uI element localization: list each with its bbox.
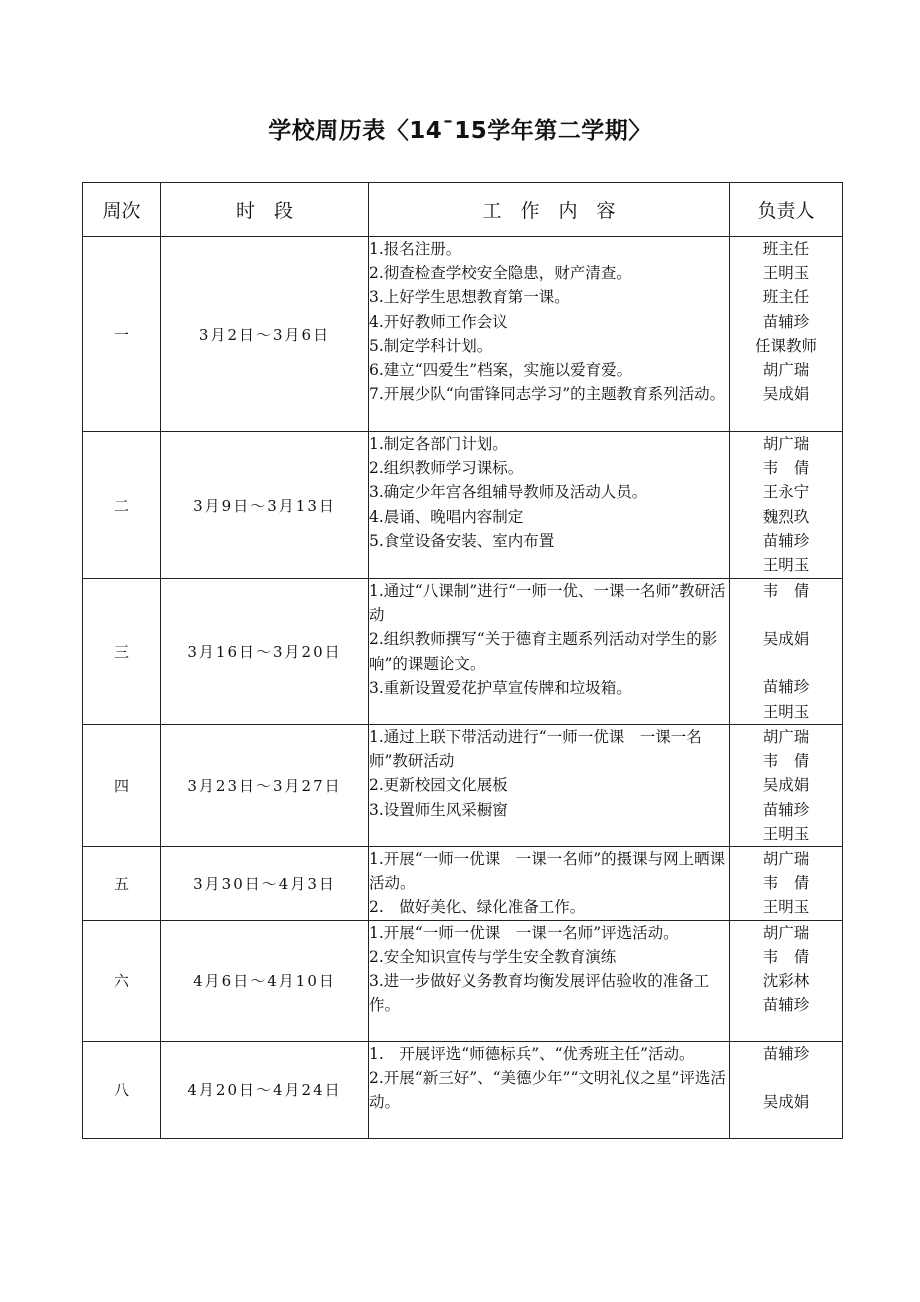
owner-cell: [730, 237, 843, 432]
period-cell: 3月23日～3月27日: [161, 725, 369, 847]
page-title: 学校周历表〈14ˉ15学年第二学期〉: [268, 118, 652, 144]
task-item: 2.组织教师撰写“关于德育主题系列活动对学生的影响”的课题论文。: [369, 630, 718, 673]
header-week: 周次: [83, 183, 161, 237]
owner-cell: [730, 579, 843, 725]
task-item: 1.开展“一师一优课 一课一名师”的摄课与网上晒课活动。: [369, 850, 726, 893]
owner-name: 王永宁: [762, 483, 810, 502]
owner-name: 胡广瑞: [762, 850, 810, 869]
task-item: 4.开好教师工作会议: [369, 312, 508, 331]
task-item: 1. 开展评选“师德标兵”、“优秀班主任”活动。: [369, 1044, 695, 1063]
task-item: 1.开展“一师一优课 一课一名师”评选活动。: [369, 923, 679, 942]
owner-cell: [730, 725, 843, 847]
task-item: 2.更新校园文化展板: [369, 776, 508, 795]
period-cell: 4月6日～4月10日: [161, 920, 369, 1041]
week-cell: 一: [83, 237, 161, 432]
owner-name: 韦 倩: [762, 582, 810, 600]
week-cell: 六: [83, 920, 161, 1041]
table-row: [83, 432, 843, 579]
task-item: 1.通过“八课制”进行“一师一优、一课一名师”教研活动: [369, 582, 726, 625]
task-item: 3.设置师生风采橱窗: [369, 800, 508, 819]
week-cell: 二: [83, 432, 161, 579]
owner-cell: [730, 1041, 843, 1138]
owner-name: 韦 倩: [762, 874, 810, 893]
task-item: 3.进一步做好义务教育均衡发展评估验收的准备工作。: [369, 972, 710, 1015]
owner-name: 韦 倩: [762, 459, 810, 478]
content-cell: [369, 579, 730, 725]
owner-name: 王明玉: [762, 264, 810, 283]
owner-name: 吴成娟: [762, 385, 810, 404]
header-owner: 负责人: [730, 183, 843, 237]
task-item: 7.开展少队“向雷锋同志学习”的主题教育系列活动。: [369, 385, 726, 404]
period-cell: 3月30日～4月3日: [161, 847, 369, 921]
task-item: 3.确定少年宫各组辅导教师及活动人员。: [369, 483, 648, 502]
header-period: 时 段: [161, 183, 369, 237]
task-item: 2. 做好美化、绿化准备工作。: [369, 898, 586, 917]
task-item: 1.报名注册。: [369, 240, 462, 258]
weekly-calendar-table: [82, 182, 843, 1139]
table-row: [83, 847, 843, 921]
owner-name: 任课教师: [754, 336, 817, 355]
task-item: 2.彻查检查学校安全隐患，财产清查。: [369, 264, 632, 283]
task-item: 3.上好学生思想教育第一课。: [369, 288, 570, 307]
owner-name: 苗辅珍: [762, 678, 810, 697]
owner-name: 苗辅珍: [762, 800, 810, 819]
period-cell: 3月2日～3月6日: [161, 237, 369, 432]
header-row: [83, 183, 843, 237]
owner-name: 韦 倩: [762, 947, 810, 966]
owner-name: [730, 603, 842, 627]
owner-name: 吴成娟: [762, 776, 810, 795]
week-cell: 三: [83, 579, 161, 725]
owner-name: 王明玉: [762, 556, 810, 575]
week-cell: 四: [83, 725, 161, 847]
owner-name: 班主任: [762, 240, 810, 258]
owner-name: 胡广瑞: [762, 728, 810, 746]
owner-name: [730, 651, 842, 675]
period-cell: 3月9日～3月13日: [161, 432, 369, 579]
task-item: 2.开展“新三好”、“美德少年”“文明礼仪之星”评选活动。: [369, 1068, 726, 1112]
table-row: [83, 237, 843, 432]
task-item: 2.组织教师学习课标。: [369, 459, 524, 478]
task-item: 6.建立“四爱生”档案，实施以爱育爱。: [369, 361, 633, 380]
owner-name: 韦 倩: [762, 752, 810, 771]
content-cell: [369, 432, 730, 579]
owner-name: 胡广瑞: [762, 923, 810, 942]
task-item: 5.食堂设备安装、室内布置: [369, 531, 555, 550]
task-item: 4.晨诵、晚唱内容制定: [369, 507, 524, 526]
week-cell: 八: [83, 1041, 161, 1138]
owner-name: 王明玉: [762, 824, 810, 843]
task-item: 1.制定各部门计划。: [369, 435, 508, 453]
owner-name: [730, 1066, 842, 1090]
header-content: 工 作 内 容: [369, 183, 730, 237]
owner-name: 沈彩林: [762, 972, 810, 991]
owner-cell: [730, 920, 843, 1041]
content-cell: [369, 920, 730, 1041]
period-cell: 4月20日～4月24日: [161, 1041, 369, 1138]
period-cell: 3月16日～3月20日: [161, 579, 369, 725]
table-row: [83, 1041, 843, 1138]
owner-name: 王明玉: [762, 898, 810, 917]
table-row: [83, 920, 843, 1041]
table-row: [83, 725, 843, 847]
owner-name: 班主任: [762, 288, 810, 307]
table-row: [83, 579, 843, 725]
content-cell: [369, 1041, 730, 1138]
owner-name: 魏烈玖: [762, 507, 810, 526]
owner-name: 胡广瑞: [762, 435, 810, 453]
task-item: 2.安全知识宣传与学生安全教育演练: [369, 947, 617, 966]
content-cell: [369, 237, 730, 432]
week-cell: 五: [83, 847, 161, 921]
owner-name: 苗辅珍: [762, 531, 810, 550]
task-item: 1.通过上联下带活动进行“一师一优课 一课一名师”教研活动: [369, 728, 702, 771]
owner-name: 吴成娟: [762, 1092, 810, 1111]
task-item: 5.制定学科计划。: [369, 336, 493, 355]
owner-name: 苗辅珍: [762, 312, 810, 331]
owner-name: 胡广瑞: [762, 361, 810, 380]
task-item: 3.重新设置爱花护草宣传牌和垃圾箱。: [369, 678, 632, 697]
owner-name: 吴成娟: [762, 630, 810, 649]
owner-cell: [730, 432, 843, 579]
content-cell: [369, 847, 730, 921]
owner-name: 苗辅珍: [762, 1044, 810, 1063]
owner-cell: [730, 847, 843, 921]
content-cell: [369, 725, 730, 847]
owner-name: 王明玉: [762, 702, 810, 721]
owner-name: 苗辅珍: [762, 996, 810, 1015]
calendar-body: [83, 237, 843, 1139]
